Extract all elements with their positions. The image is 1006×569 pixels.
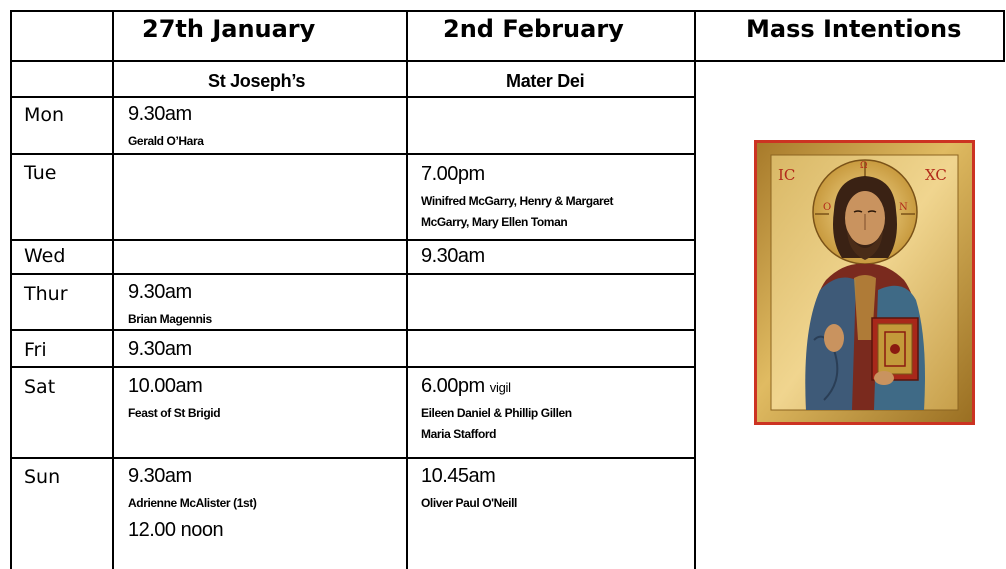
mass-intention: Eileen Daniel & Phillip Gillen <box>421 406 572 420</box>
icon-inscription-right: XC <box>925 166 947 184</box>
column-divider <box>112 10 114 569</box>
christ-pantocrator-icon <box>754 140 975 425</box>
day-label-thu: Thur <box>24 283 68 305</box>
day-label-mon: Mon <box>24 104 65 126</box>
mass-time-value: 6.00pm <box>421 375 485 397</box>
halo-letter: Ν <box>899 202 908 213</box>
table-right-border <box>1003 10 1005 62</box>
table-top-border <box>10 10 1005 12</box>
mass-time: 12.00 noon <box>128 519 224 541</box>
column-divider <box>694 10 696 569</box>
mass-time: 9.30am <box>421 245 485 267</box>
mass-time: 10.00am <box>128 375 203 397</box>
date-header-1: 27th January <box>142 15 316 43</box>
mass-intention: Gerald O’Hara <box>128 134 204 148</box>
day-label-tue: Tue <box>24 162 57 184</box>
church-header-1: St Joseph’s <box>208 71 306 91</box>
church-header-2: Mater Dei <box>506 71 585 91</box>
halo-letter: Ο <box>823 202 832 213</box>
mass-intention: Adrienne McAlister (1st) <box>128 496 257 510</box>
mass-intention: Maria Stafford <box>421 427 497 441</box>
mass-intention: Brian Magennis <box>128 312 212 326</box>
column-divider <box>406 10 408 569</box>
day-label-sun: Sun <box>24 466 61 488</box>
table-left-border <box>10 10 12 569</box>
mass-time: 9.30am <box>128 281 192 303</box>
mass-time: 9.30am <box>128 465 192 487</box>
vigil-label: vigil <box>489 380 511 395</box>
mass-intentions-header: Mass Intentions <box>746 15 962 43</box>
mass-time: 7.00pm <box>421 163 485 185</box>
halo-letter: Ω <box>860 161 868 171</box>
mass-intention: McGarry, Mary Ellen Toman <box>421 215 568 229</box>
date-header-2: 2nd February <box>443 15 624 43</box>
header-divider <box>10 60 1005 62</box>
day-label-wed: Wed <box>24 245 66 267</box>
mass-time: 9.30am <box>128 103 192 125</box>
day-label-fri: Fri <box>24 339 47 361</box>
day-label-sat: Sat <box>24 376 56 398</box>
mass-time: 10.45am <box>421 465 496 487</box>
mass-intention: Winifred McGarry, Henry & Margaret <box>421 194 614 208</box>
icon-inscription-left: IC <box>778 166 796 184</box>
mass-time: 9.30am <box>128 338 192 360</box>
mass-intention: Oliver Paul O'Neill <box>421 496 517 510</box>
mass-time <box>421 375 511 398</box>
mass-intention: Feast of St Brigid <box>128 406 221 420</box>
